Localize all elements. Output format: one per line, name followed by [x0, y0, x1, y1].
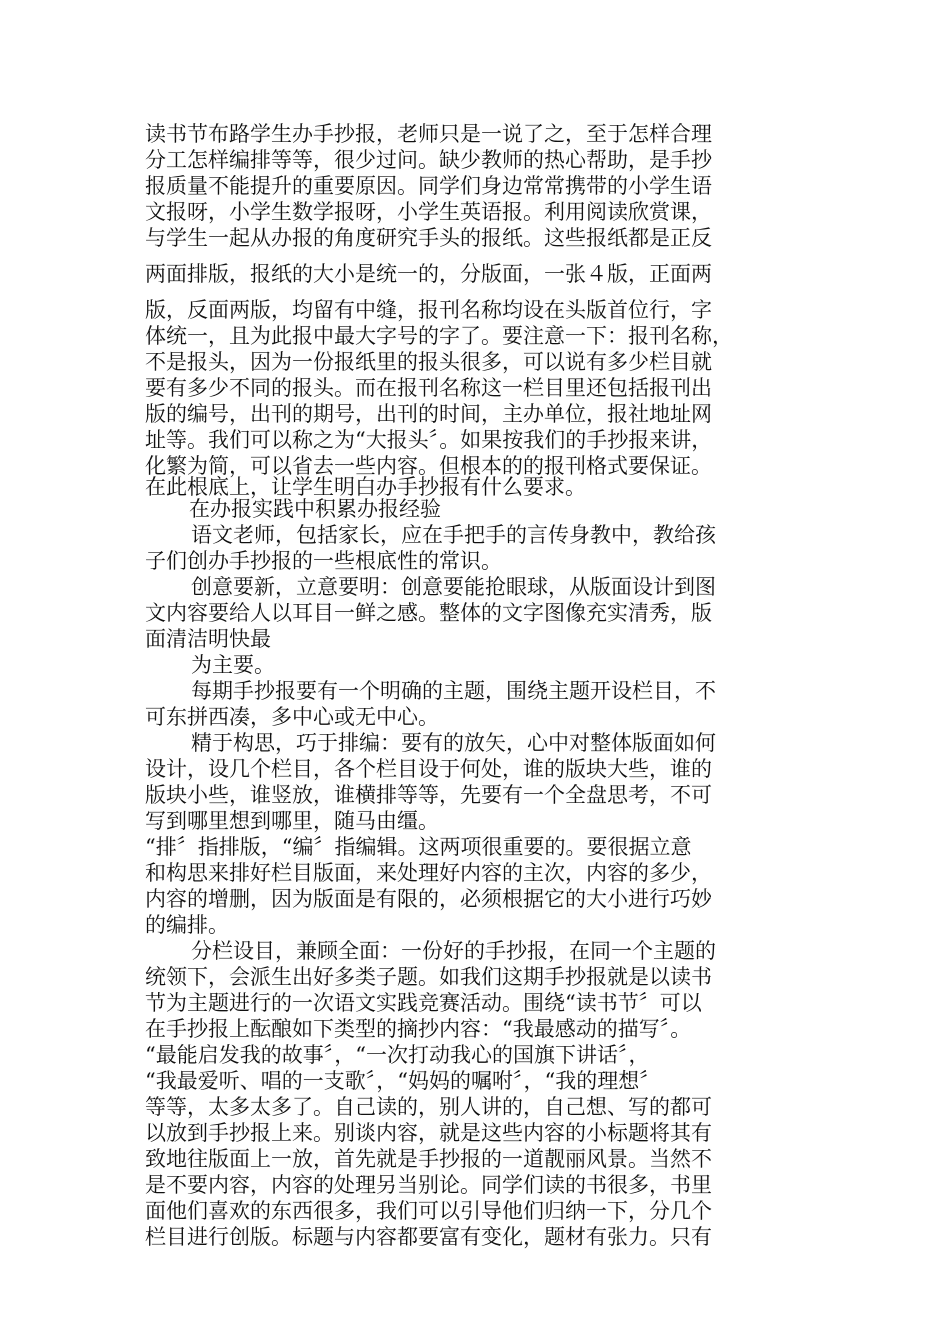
text-line: 在此根底上，让学生明白办手抄报有什么要求。 — [145, 475, 586, 499]
text-line: 版块小些，谁竖放，谁横排等等，先要有一个全盘思考，不可 — [145, 783, 712, 807]
section-heading: 在办报实践中积累办报经验 — [189, 497, 441, 521]
text-line: “我最爱听、唱的一支歌〞，“妈妈的嘱咐〞，“我的理想〞 — [145, 1069, 661, 1093]
text-line: 面清洁明快最 — [145, 627, 271, 651]
text-line: 面他们喜欢的东西很多，我们可以引导他们归纳一下，分几个 — [145, 1199, 712, 1223]
text-line: 节为主题进行的一次语文实践竞赛活动。围绕“读书节〞可以 — [145, 991, 702, 1015]
text-line: 报质量不能提升的重要原因。同学们身边常常携带的小学生语 — [145, 174, 712, 198]
text-line: 精于构思，巧于排编：要有的放矢，心中对整体版面如何 — [191, 731, 716, 755]
text-line: 分工怎样编排等等，很少过问。缺少教师的热心帮助，是手抄 — [145, 148, 712, 172]
text-line: 分栏设目，兼顾全面：一份好的手抄报，在同一个主题的 — [191, 939, 716, 963]
text-line: 址等。我们可以称之为“大报头〞。如果按我们的手抄报来讲， — [145, 428, 713, 452]
text-line: 以放到手抄报上来。别谈内容，就是这些内容的小标题将其有 — [145, 1121, 712, 1145]
text-line: 创意要新，立意要明：创意要能抢眼球，从版面设计到图 — [191, 575, 716, 599]
text-line: 每期手抄报要有一个明确的主题，围绕主题开设栏目，不 — [191, 679, 716, 703]
text-line: “最能启发我的故事〞，“一次打动我心的国旗下讲话〞， — [145, 1043, 650, 1067]
text-line: 可东拼西凑，多中心或无中心。 — [145, 705, 439, 729]
text-line: 要有多少不同的报头。而在报刊名称这一栏目里还包括报刊出 — [145, 376, 712, 400]
text-line: 栏目进行创版。标题与内容都要富有变化，题材有张力。只有 — [145, 1225, 712, 1249]
text-line: 语文老师，包括家长，应在手把手的言传身教中，教给孩 — [191, 523, 716, 547]
text-line: 设计，设几个栏目，各个栏目设于何处，谁的版块大些，谁的 — [145, 757, 712, 781]
text-line: 化繁为简，可以省去一些内容。但根本的的报刊格式要保证。 — [145, 454, 712, 478]
text-line: 在手抄报上酝酿如下类型的摘抄内容：“我最感动的描写〞。 — [145, 1017, 692, 1041]
text-line: “排〞指排版，“编〞指编辑。这两项很重要的。要很据立意 — [145, 835, 692, 859]
text-line: 统领下，会派生出好多类子题。如我们这期手抄报就是以读书 — [145, 965, 712, 989]
text-line: 为主要。 — [191, 653, 275, 677]
text-line: 两面排版，报纸的大小是统一的，分版面，一张４版，正面两 — [145, 262, 712, 286]
text-line: 写到哪里想到哪里，随马由缰。 — [145, 809, 439, 833]
text-line: 致地往版面上一放，首先就是手抄报的一道靓丽风景。当然不 — [145, 1147, 712, 1171]
text-line: 和构思来排好栏目版面，来处理好内容的主次，内容的多少， — [145, 861, 712, 885]
text-line: 文报呀，小学生数学报呀，小学生英语报。利用阅读欣赏课， — [145, 200, 712, 224]
text-line: 文内容要给人以耳目一鲜之感。整体的文字图像充实清秀，版 — [145, 601, 712, 625]
text-line: 子们创办手抄报的一些根底性的常识。 — [145, 549, 502, 573]
text-line: 与学生一起从办报的角度研究手头的报纸。这些报纸都是正反 — [145, 226, 712, 250]
text-line: 内容的增删，因为版面是有限的，必须根据它的大小进行巧妙 — [145, 887, 712, 911]
text-line: 版，反面两版，均留有中缝，报刊名称均设在头版首位行，字 — [145, 298, 712, 322]
text-line: 是不要内容，内容的处理另当别论。同学们读的书很多，书里 — [145, 1173, 712, 1197]
text-line: 体统一，且为此报中最大字号的字了。要注意一下：报刊名称， — [145, 324, 733, 348]
text-line: 读书节布路学生办手抄报，老师只是一说了之，至于怎样合理 — [145, 122, 712, 146]
text-line: 版的编号，出刊的期号，出刊的时间，主办单位，报社地址网 — [145, 402, 712, 426]
text-line: 等等，太多太多了。自己读的，别人讲的，自己想、写的都可 — [145, 1095, 712, 1119]
text-line: 的编排。 — [145, 913, 229, 937]
text-line: 不是报头，因为一份报纸里的报头很多，可以说有多少栏目就 — [145, 350, 712, 374]
